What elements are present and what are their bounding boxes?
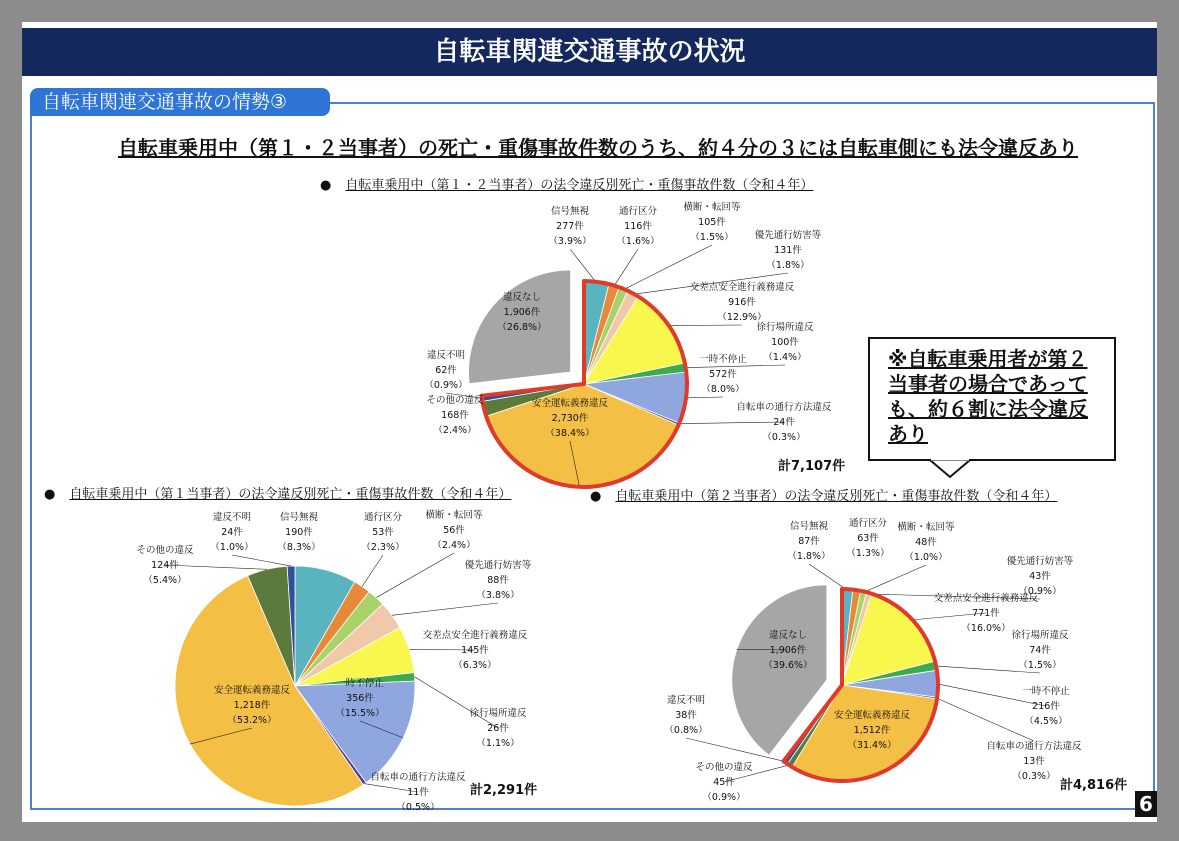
slice-label-count: 63件 [857,533,879,544]
slice-label-name: 通行区分 [848,518,888,529]
chart-title-text: 自転車乗用中（第１・２当事者）の法令違反別死亡・重傷事故件数（令和４年） [345,178,814,193]
leader-line [232,555,291,566]
slice-label-count: 11件 [407,787,429,798]
leader-line [863,565,926,592]
slice-label [277,510,320,555]
slice-label-count: 45件 [713,777,735,788]
slice-label-name: 違反不明 [426,350,466,361]
slice-label-count: 1,218件 [233,700,271,711]
slice-label [756,320,813,365]
slice-label-name: 通行区分 [363,512,403,523]
slice-label-name: 優先通行妨害等 [754,230,822,241]
slice-label-pct: （2.3%） [361,542,405,553]
slice-label-count: 26件 [487,723,509,734]
slice-label [469,706,526,751]
slice-label-count: 24件 [221,527,243,538]
slice-label [755,228,822,273]
callout-note: ※自転車乗用者が第２当事者の場合であっても、約６割に法令違反あり [868,337,1116,461]
slice-label-count: 13件 [1023,756,1045,767]
slice-label-name: 一時不停止 [699,354,747,365]
slice-label-count: 116件 [624,221,652,232]
slice-label-pct: （0.8%） [664,725,708,736]
slice-label-count: 190件 [285,527,313,538]
slice-label-name: 自転車の通行方法違反 [736,402,832,413]
slice-label-pct: （0.9%） [1018,586,1062,597]
slice-label-pct: （2.4%） [433,425,477,436]
page-number: 6 [1135,791,1157,817]
slice-label-count: 100件 [771,337,799,348]
slice-label-pct: （38.4%） [545,428,595,439]
leader-line [376,553,454,598]
slice-label-count: 916件 [728,297,756,308]
slice-label-count: 572件 [709,369,737,380]
slice-label-pct: （39.6%） [763,660,813,671]
slice-label-name: 横断・転回等 [897,522,955,533]
slice-label-count: 62件 [435,365,457,376]
slice-label-count: 277件 [556,221,584,232]
slice-label [424,348,467,393]
slice-label-pct: （1.0%） [210,542,254,553]
headline: 自転車乗用中（第１・２当事者）の死亡・重傷事故件数のうち、約４分の３には自転車側にも法令違反あり [118,136,1078,160]
slice-label-pct: （1.5%） [1018,660,1062,671]
slice-label-pct: （8.3%） [277,542,321,553]
slice-label-count: 48件 [915,537,937,548]
slice-label [497,290,546,335]
section-tag: 自転車関連交通事故の情勢③ [30,88,330,116]
chart-total-first-party: 計2,291件 [470,783,538,798]
bullet: ● [44,487,56,502]
slice-label-pct: （5.4%） [143,575,187,586]
slice-label-name: 徐行場所違反 [1011,630,1069,641]
slice-label-pct: （1.0%） [904,552,948,563]
slice-label-pct: （1.8%） [766,260,810,271]
slice-label-name: 信号無視 [279,512,319,523]
slice-label-count: 124件 [151,560,179,571]
slice-label [846,516,889,561]
slice-label-count: 87件 [798,536,820,547]
slice-label [136,543,193,588]
slice-label [423,628,528,673]
slice-label-name: その他の違反 [426,395,484,406]
slide [22,22,1157,822]
leader-line [392,603,498,615]
slice-label-pct: （2.4%） [432,540,476,551]
slice-label-name: 自転車の通行方法違反 [986,741,1082,752]
slice-label [616,204,659,249]
slice-label [787,519,830,564]
slice-label-count: 105件 [698,217,726,228]
leader-line [362,555,383,587]
slice-label-pct: （15.5%） [335,708,385,719]
slice-label-name: 違反なし [502,292,541,303]
slice-label [1022,684,1070,729]
slice-label-count: 1,906件 [503,307,541,318]
slice-label-count: 1,512件 [853,725,891,736]
slice-label-count: 38件 [675,710,697,721]
slice-label-pct: （8.0%） [701,384,745,395]
slice-label-count: 771件 [972,608,1000,619]
slice-label [897,520,954,565]
slice-label-pct: （1.5%） [690,232,734,243]
slice-label-name: 安全運転義務違反 [213,685,291,696]
slice-label-name: 徐行場所違反 [469,708,527,719]
slice-label-pct: （16.0%） [961,623,1011,634]
slice-label-count: 356件 [346,693,374,704]
slice-label-count: 53件 [372,527,394,538]
leader-line [936,698,1034,741]
slice-label [763,628,812,673]
chart-total-combined: 計7,107件 [778,459,846,474]
slice-label-pct: （1.8%） [787,551,831,562]
slice-label-pct: （0.9%） [424,380,468,391]
leader-line [614,249,638,286]
slice-label-name: 交差点安全進行義務違反 [422,630,528,641]
slice-label-name: 信号無視 [550,206,590,217]
slice-label-pct: （0.3%） [1012,771,1056,782]
slice-label [664,693,707,738]
slice-label-name: 安全運転義務違反 [833,710,911,721]
slice-label [548,204,591,249]
slice-label-count: 168件 [441,410,469,421]
slice-label-pct: （26.8%） [497,322,547,333]
slice-label-name: 横断・転回等 [425,510,483,521]
slice-label-name: 徐行場所違反 [756,322,814,333]
slice-label-pct: （4.5%） [1024,716,1068,727]
page-title: 自転車関連交通事故の状況 [22,28,1157,76]
slice-label [834,708,910,753]
slice-label-pct: （12.9%） [717,312,767,323]
slice-label [1011,628,1068,673]
bullet: ● [590,489,602,504]
slice-label-pct: （6.3%） [453,660,497,671]
leader-line [668,325,742,326]
slice-label-name: 優先通行妨害等 [1006,556,1074,567]
slice-label-pct: （31.4%） [847,740,897,751]
callout-pointer [930,460,970,477]
slice-label [465,558,532,603]
slice-label [532,396,608,441]
slice-label-count: 145件 [461,645,489,656]
slice-label-name: 違反不明 [666,695,706,706]
slice-label-name: 違反不明 [212,512,252,523]
slice-label [736,400,831,445]
slice-label-count: 43件 [1029,571,1051,582]
slice-label-pct: （1.1%） [476,738,520,749]
slice-label-name: 安全運転義務違反 [531,398,609,409]
slice-label [361,510,404,555]
slice-label-count: 131件 [774,245,802,256]
slice-label-pct: （3.8%） [476,590,520,601]
leader-line [685,397,723,398]
slice-label-name: 一時不停止 [336,678,384,689]
chart-total-second-party: 計4,816件 [1060,778,1128,793]
slice-label-count: 24件 [773,417,795,428]
slice-label [690,280,795,325]
slice-label-name: 一時不停止 [1022,686,1070,697]
slice-label-name: その他の違反 [695,762,753,773]
slice-label-pct: （3.9%） [548,236,592,247]
slice-label-pct: （0.9%） [702,792,746,803]
slice-label-name: 交差点安全進行義務違反 [689,282,795,293]
slice-label-pct: （1.3%） [846,548,890,559]
slice-label-name: 違反なし [768,630,807,641]
slice-label [370,770,465,815]
slice-label-count: 74件 [1029,645,1051,656]
slice-label-name: 通行区分 [618,206,658,217]
slice-label-pct: （53.2%） [227,715,277,726]
slice-label [699,352,747,397]
slice-label [986,739,1081,784]
slice-label [210,510,253,555]
slice-label-count: 1,906件 [769,645,807,656]
chart-title-text: 自転車乗用中（第２当事者）の法令違反別死亡・重傷事故件数（令和４年） [615,489,1058,504]
slice-label-pct: （0.5%） [396,802,440,813]
bullet: ● [320,178,332,193]
leader-line [570,249,597,283]
slice-label-pct: （1.4%） [763,352,807,363]
slice-label-pct: （1.6%） [616,236,660,247]
slice-label-count: 216件 [1032,701,1060,712]
slice-label [335,676,384,721]
slice-label-pct: （0.3%） [762,432,806,443]
slice-label-count: 88件 [487,575,509,586]
slice-label-name: その他の違反 [136,545,194,556]
slice-label [695,760,752,805]
pie-chart-first-party [165,553,498,806]
slice-label-count: 56件 [443,525,465,536]
slice-label-name: 信号無視 [789,521,829,532]
slice-label [214,683,290,728]
slice-label-count: 2,730件 [551,413,589,424]
slice-label-name: 横断・転回等 [683,202,741,213]
slice-label [425,508,482,553]
slice-label [426,393,483,438]
chart-title-text: 自転車乗用中（第１当事者）の法令違反別死亡・重傷事故件数（令和４年） [69,487,512,502]
slice-label-name: 優先通行妨害等 [464,560,532,571]
slice-label [683,200,740,245]
slice-label-name: 交差点安全進行義務違反 [933,593,1039,604]
slice-label-name: 自転車の通行方法違反 [370,772,466,783]
